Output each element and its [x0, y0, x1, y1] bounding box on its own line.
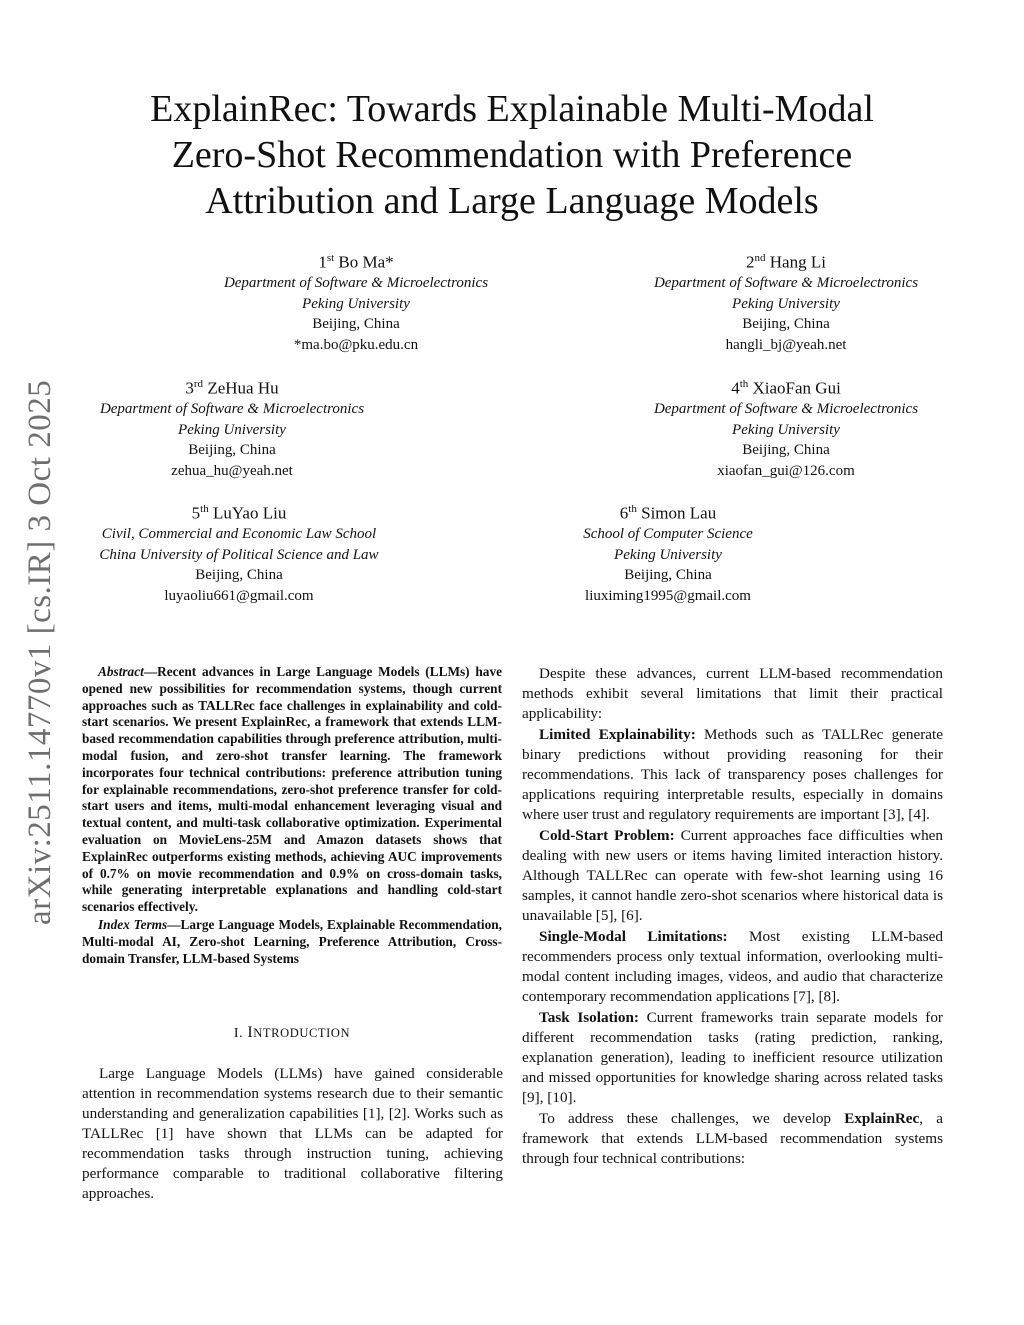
intro-left-column — [82, 1064, 503, 1204]
author-city: Beijing, China — [624, 567, 712, 584]
author-university: Peking University — [178, 421, 286, 438]
limitation-item: Limited Explainability: Methods such as TALLRec generate binary predictions without providing reasoning for their recommendations. This lack of transparency poses challenges for applications requiring interpretable results, especially in domains where user trust and regulatory requirements are important [3], [4]. — [522, 726, 943, 823]
index-terms: Index Terms—Large Language Models, Explainable Recommendation, Multi-modal AI, Zero-shot Learning, Preference Attribution, Cross-domain Transfer, LLM-based Systems — [82, 916, 502, 966]
title-line-2: Zero-Shot Recommendation with Preference — [171, 134, 853, 176]
closing-paragraph: To address these challenges, we develop ExplainRec, a framework that extends LLM-based recommendation systems through four technical contributions: — [522, 1110, 943, 1167]
abstract-paragraph: Abstract—Recent advances in Large Language Models (LLMs) have opened new possibilities for recommendation systems, though current approaches such as TALLRec face challenges in explainability and cold-start scenarios. We present ExplainRec, a framework that extends LLM-based recommendation capabilities through preference attribution, multi-modal fusion, and zero-shot transfer learning. The framework incorporates four technical contributions: preference attribution tuning for explainable recommendations, zero-shot preference transfer for cold-start users and items, multi-modal enhancement leveraging visual and textual content, and multi-task collaborative optimization. Experimental evaluation on MovieLens-25M and Amazon datasets shows that ExplainRec outperforms existing methods, achieving AUC improvements of 0.7% on movie recommendation and 0.9% on cross-domain tasks, while generating interpretable explanations and handling cold-start scenarios effectively. — [82, 664, 502, 915]
author-affiliation: Department of Software & Microelectronics — [223, 275, 489, 292]
author-city: Beijing, China — [742, 316, 830, 333]
abstract — [82, 664, 502, 967]
author-name: 1st Bo Ma* — [318, 252, 394, 272]
author-block-6 — [532, 499, 804, 606]
author-university: Peking University — [732, 421, 840, 438]
author-city: Beijing, China — [195, 567, 283, 584]
author-name: 3rd ZeHua Hu — [185, 378, 279, 398]
author-block-5 — [66, 499, 412, 606]
author-block-3 — [76, 374, 388, 481]
author-block-1 — [200, 248, 512, 355]
author-name: 2nd Hang Li — [746, 252, 826, 272]
limitation-item: Task Isolation: Current frameworks train separate models for different recommendation tasks (rating prediction, ranking, explanation generation), leading to inefficient resource utilization and missed opportunities for knowledge sharing across related tasks [9], [10]. — [522, 1009, 943, 1106]
title-line-3: Attribution and Large Language Models — [205, 180, 819, 222]
limitation-item: Cold-Start Problem: Current approaches face difficulties when dealing with new users or items having limited interaction history. Although TALLRec can operate with few-shot learning using 16 samples, it cannot handle zero-shot scenarios where historical data is unavailable [5], [6]. — [522, 827, 943, 924]
author-email: zehua_hu@yeah.net — [171, 462, 293, 479]
author-name: 5th LuYao Liu — [191, 503, 287, 523]
author-affiliation: Department of Software & Microelectronics — [653, 275, 919, 292]
author-affiliation: Civil, Commercial and Economic Law School — [101, 526, 377, 543]
author-affiliation: School of Computer Science — [583, 526, 753, 543]
author-city: Beijing, China — [312, 316, 400, 333]
intro-right-column — [522, 664, 943, 1169]
author-email: liuximing1995@gmail.com — [585, 587, 751, 604]
author-university: Peking University — [302, 295, 410, 312]
author-block-4 — [630, 374, 942, 481]
author-university: China University of Political Science and Law — [99, 546, 379, 563]
author-affiliation: Department of Software & Microelectronics — [99, 401, 365, 418]
author-email: luyaoliu661@gmail.com — [164, 587, 314, 604]
limitations-intro: Despite these advances, current LLM-based recommendation methods exhibit several limitations that limit their practical applicability: — [522, 665, 943, 722]
section-heading-introduction: I. INTRODUCTION — [233, 1024, 351, 1041]
limitation-item: Single-Modal Limitations: Most existing LLM-based recommenders process only textual information, overlooking multi-modal content including images, videos, and audio that characterize contemporary recommendation applications [7], [8]. — [522, 928, 943, 1005]
author-email: hangli_bj@yeah.net — [725, 336, 847, 353]
author-university: Peking University — [732, 295, 840, 312]
author-block-2 — [630, 248, 942, 355]
author-city: Beijing, China — [188, 442, 276, 459]
author-affiliation: Department of Software & Microelectronics — [653, 401, 919, 418]
author-name: 4th XiaoFan Gui — [731, 378, 841, 398]
intro-paragraph: Large Language Models (LLMs) have gained considerable attention in recommendation systems research due to their semantic understanding and generalization capabilities [1], [2]. Works such as TALLRec [1] have shown that LLMs can be adapted for recommendation tasks through instruction tuning, achieving performance comparable to traditional collaborative filtering approaches. — [82, 1065, 503, 1202]
author-name: 6th Simon Lau — [619, 503, 717, 523]
author-email: xiaofan_gui@126.com — [717, 462, 855, 479]
title-line-1: ExplainRec: Towards Explainable Multi-Modal — [150, 88, 874, 130]
author-city: Beijing, China — [742, 442, 830, 459]
author-university: Peking University — [614, 546, 722, 563]
paper-title — [90, 86, 934, 224]
author-email: *ma.bo@pku.edu.cn — [293, 336, 419, 353]
arxiv-identifier-stamp: arXiv:2511.14770v1 [cs.IR] 3 Oct 2025 — [22, 379, 58, 925]
